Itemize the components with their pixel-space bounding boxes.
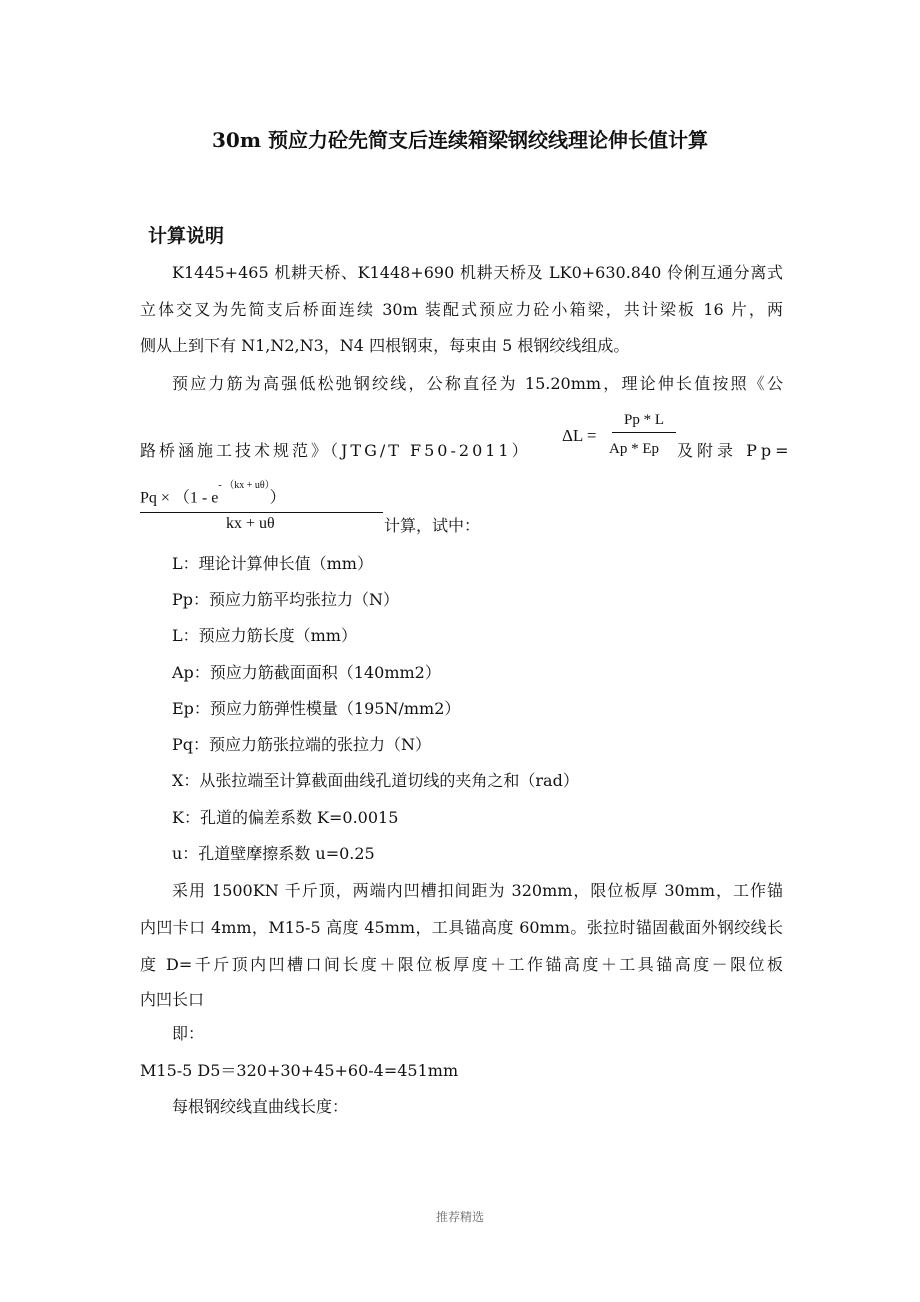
paragraph-line: 采用 1500KN 千斤顶，两端内凹槽扣间距为 320mm，限位板厚 30mm，工作锚 [172,881,783,900]
paragraph-line: 即： [172,1024,205,1043]
definition-item: X：从张拉端至计算截面曲线孔道切线的夹角之和（rad） [172,771,579,790]
formula-numerator-a: Pq × （1 - e [140,489,219,507]
paragraph-line: 每根钢绞线直曲线长度： [172,1097,349,1116]
formula-numerator: Pp * L [612,412,676,433]
formula-exponent: - （kx + uθ） [218,480,270,491]
formula-denominator: kx + uθ [226,515,275,532]
definition-item: Ap：预应力筋截面面积（140mm2） [172,663,441,682]
paragraph-line: K1445+465 机耕天桥、K1448+690 机耕天桥及 LK0+630.840 伶俐互通分离式 [172,263,783,282]
page-footer: 推荐精选 [435,1210,484,1224]
definition-item: u：孔道壁摩擦系数 u=0.25 [172,844,375,863]
paragraph-line: 侧从上到下有 N1,N2,N3，N4 四根钢束，每束由 5 根钢绞线组成。 [140,336,630,355]
paragraph-line: 立体交叉为先简支后桥面连续 30m 装配式预应力砼小箱梁，共计梁板 16 片，两 [140,300,783,319]
definition-item: L：预应力筋长度（mm） [172,626,357,645]
paragraph-line: 路桥涵施工技术规范》（JTG/T F50-2011） [140,441,531,460]
paragraph-line: 计算，试中： [384,516,481,535]
definition-item: Ep：预应力筋弹性模量（195N/mm2） [172,699,461,718]
calculation-line: M15-5 D5＝320+30+45+60-4=451mm [140,1061,459,1080]
paragraph-line: 内凹卡口 4mm，M15-5 高度 45mm，工具锚高度 60mm。张拉时锚固截面外钢绞线长 [140,918,783,937]
formula-numerator-b: ） [269,489,286,507]
definition-item: Pq：预应力筋张拉端的张拉力（N） [172,735,432,754]
paragraph-line: 内凹长口 [140,990,205,1009]
document-title: 30m 预应力砼先简支后连续箱梁钢绞线理论伸长值计算 [212,128,708,152]
paragraph-line: 及附录 Pp= [677,441,793,460]
definition-item: K：孔道的偏差系数 K=0.0015 [172,808,399,827]
definition-item: Pp：预应力筋平均张拉力（N） [172,590,400,609]
paragraph-line: 预应力筋为高强低松弛钢绞线，公称直径为 15.20mm，理论伸长值按照《公 [172,374,783,393]
definition-item: L：理论计算伸长值（mm） [172,554,373,573]
paragraph-line: 度 D=千斤顶内凹槽口间长度＋限位板厚度＋工作锚高度＋工具锚高度－限位板 [140,955,783,974]
formula-lhs: ΔL = [562,426,597,445]
section-heading: 计算说明 [148,225,225,247]
formula-denominator: Ap * Ep [609,441,659,457]
